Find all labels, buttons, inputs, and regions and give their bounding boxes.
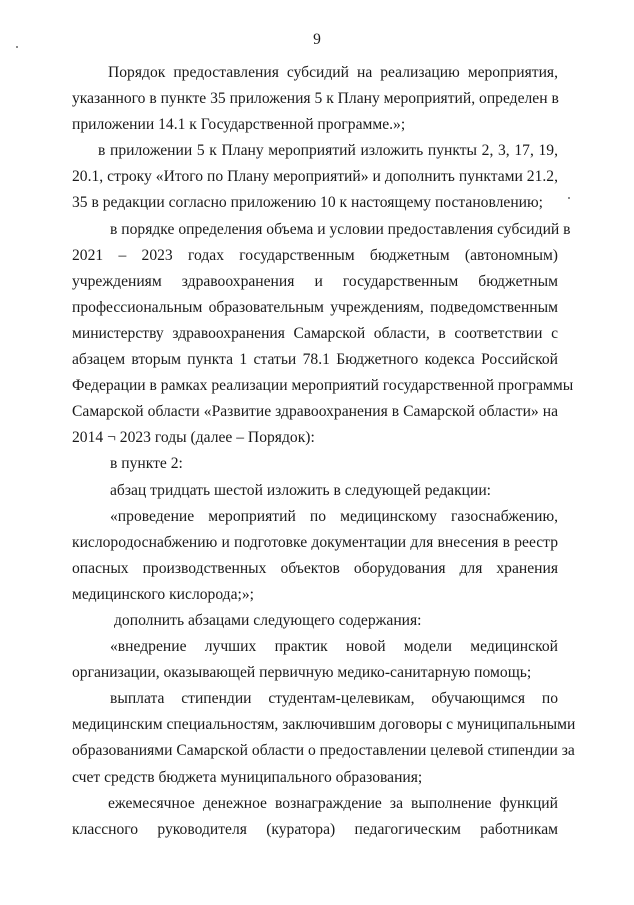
text-line: 20.1, строку «Итого по Плану мероприятий» и дополнить пунктами 21.2, — [72, 168, 558, 186]
paragraph-best-practices — [72, 634, 558, 686]
text-line: медицинского кислорода;»; — [72, 585, 254, 603]
text-line: указанного в пункте 35 приложения 5 к Плану мероприятий, определен в — [72, 90, 559, 108]
text-line: выплата стипендии студентам-целевикам, обучающимся по — [110, 690, 558, 708]
text-line: Самарской области «Развитие здравоохранения в Самарской области» на — [72, 403, 558, 421]
text-line: медицинским специальностям, заключившим договоры с муниципальными — [72, 716, 576, 734]
text-line: опасных производственных объектов оборудования для хранения — [72, 559, 558, 577]
text-line: в пункте 2: — [110, 455, 183, 473]
text-line: 2014 ¬ 2023 годы (далее – Порядок): — [72, 429, 315, 447]
text-line: счет средств бюджета муниципального образования; — [72, 768, 423, 786]
text-line: «проведение мероприятий по медицинскому газоснабжению, — [110, 507, 558, 525]
text-line: абзацем вторым пункта 1 статьи 78.1 Бюджетного кодекса Российской — [72, 351, 558, 369]
text-line: профессиональным образовательным учреждениям, подведомственным — [72, 298, 558, 316]
text-line: абзац тридцать шестой изложить в следующей редакции: — [110, 481, 492, 499]
paragraph-stipend — [72, 686, 576, 790]
document-body — [72, 60, 576, 843]
text-line: Федерации в рамках реализации мероприятий государственной программы — [72, 377, 574, 395]
paragraph-appendix-5 — [72, 138, 558, 216]
text-line: в порядке определения объема и условии предоставления субсидий в — [110, 220, 571, 238]
text-line: ежемесячное денежное вознаграждение за выполнение функций — [108, 794, 558, 812]
paragraph-add-abzacs — [72, 608, 558, 634]
text-line: Порядок предоставления субсидий на реализацию мероприятия, — [108, 64, 558, 81]
page-number: 9 — [313, 31, 321, 48]
paragraph-subsidy-order — [72, 60, 558, 138]
text-line: 35 в редакции согласно приложению 10 к настоящему постановлению; — [72, 194, 544, 212]
text-line: образованиями Самарской области о предоставлении целевой стипендии за — [72, 742, 575, 760]
text-line: кислородоснабжению и подготовке документации для внесения в реестр — [72, 533, 558, 551]
paragraph-gas-supply — [72, 504, 558, 608]
paragraph-point-2 — [72, 451, 558, 477]
text-line: приложении 14.1 к Государственной программе.»; — [72, 116, 406, 134]
text-line: 2021 – 2023 годах государственным бюджетным (автономным) — [72, 246, 558, 264]
scan-speck — [16, 46, 18, 48]
text-line: министерству здравоохранения Самарской области, в соответствии с — [72, 324, 558, 342]
scan-speck — [568, 197, 570, 199]
paragraph-abzac-36 — [72, 478, 558, 504]
text-line: «внедрение лучших практик новой модели медицинской — [110, 638, 558, 656]
text-line: учреждениям здравоохранения и государственным бюджетным — [72, 272, 558, 290]
paragraph-procedure — [72, 217, 574, 452]
text-line: в приложении 5 к Плану мероприятий изложить пункты 2, 3, 17, 19, — [98, 142, 558, 160]
text-line: классного руководителя (куратора) педагогическим работникам — [72, 820, 558, 838]
text-line: организации, оказывающей первичную медико-санитарную помощь; — [72, 664, 532, 682]
text-line: дополнить абзацами следующего содержания: — [114, 611, 422, 629]
paragraph-monthly-reward — [72, 791, 558, 843]
